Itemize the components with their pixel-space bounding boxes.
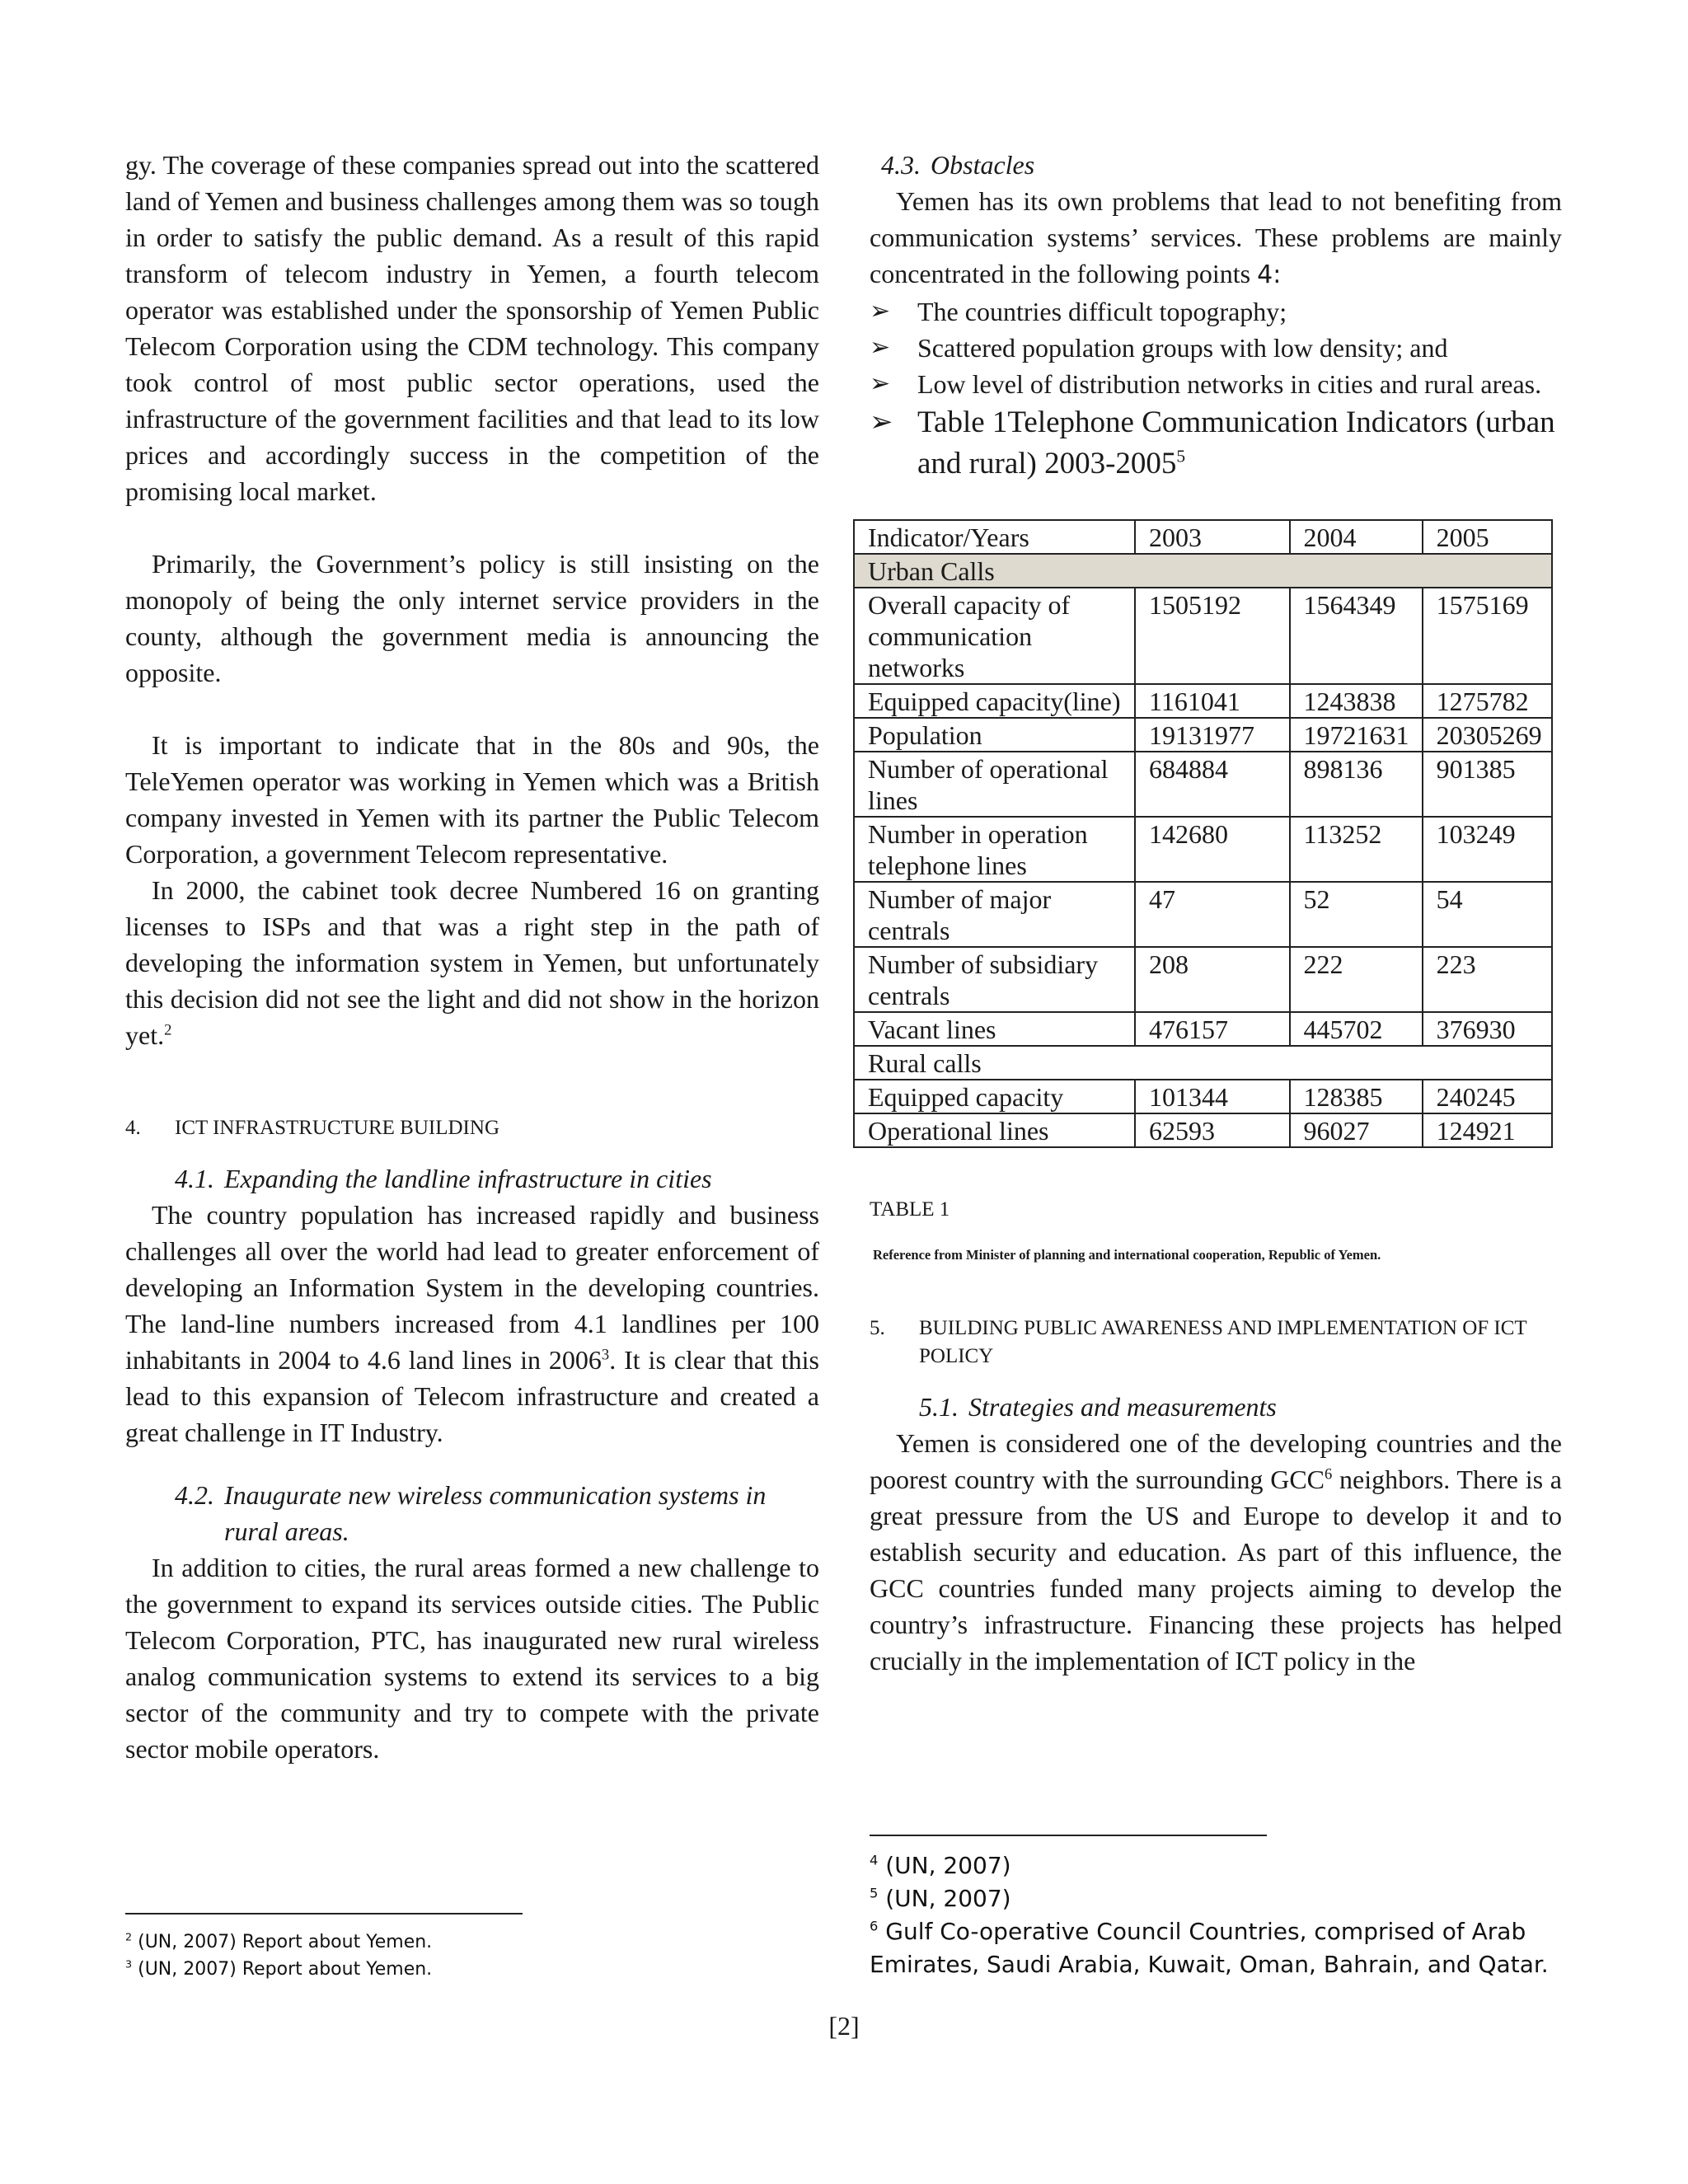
table-row (854, 1080, 1552, 1113)
table-cell: Indicator/Years (854, 520, 1135, 554)
table-cell: Number of operational lines (854, 752, 1135, 817)
right-column (870, 147, 1562, 1679)
footnote-mark: 4 (870, 1852, 879, 1868)
section-number: 4. (125, 1117, 141, 1139)
table-cell: 47 (1135, 882, 1290, 947)
arrow-bullet-icon: ➢ (870, 334, 891, 361)
table-cell: 476157 (1135, 1012, 1290, 1046)
paragraph: In addition to cities, the rural areas formed a new challenge to the government to expand its services outside cities. The Public Telecom Corporation, PTC, has inaugurated new rural wireless analog communication systems to extend its services to a big sector of the community and try to compete with the private sector mobile operators. (125, 1553, 819, 1764)
table-cell: 113252 (1290, 817, 1423, 882)
table-title-text: Table 1Telephone Communication Indicators (urban and rural) 2003-2005 (917, 405, 1555, 480)
table-cell: Number of major centrals (854, 882, 1135, 947)
paragraph (125, 872, 819, 1053)
subsection-number: 5.1. (919, 1392, 959, 1422)
footnote (870, 1915, 1562, 1981)
table-cell: 223 (1423, 947, 1552, 1012)
table-cell: 222 (1290, 947, 1423, 1012)
table-cell: 240245 (1423, 1080, 1552, 1113)
table-row (854, 1012, 1552, 1046)
subsection-number: 4.2. (175, 1480, 214, 1510)
subsection-heading-4-3 (870, 147, 1562, 183)
table-cell: 2005 (1423, 520, 1552, 554)
footnote-ref: 6 (1325, 1465, 1333, 1483)
bullet-list (870, 293, 1562, 485)
table-cell: Population (854, 718, 1135, 752)
section-title: ICT INFRASTRUCTURE BUILDING (175, 1117, 499, 1139)
subsection-title: Obstacles (931, 150, 1035, 180)
table-cell: 1161041 (1135, 684, 1290, 718)
table-cell: 208 (1135, 947, 1290, 1012)
subsection-number: 4.3. (881, 150, 921, 180)
table-reference: Reference from Minister of planning and international cooperation, Republic of Yemen. (873, 1247, 1381, 1263)
table-cell: 19131977 (1135, 718, 1290, 752)
table-cell: 124921 (1423, 1113, 1552, 1147)
paragraph (870, 1425, 1562, 1679)
table-cell: 101344 (1135, 1080, 1290, 1113)
table-cell: Equipped capacity(line) (854, 684, 1135, 718)
table-cell: 1243838 (1290, 684, 1423, 718)
table-title-item (870, 402, 1562, 485)
table-cell: 445702 (1290, 1012, 1423, 1046)
table-cell: Number of subsidiary centrals (854, 947, 1135, 1012)
paragraph-text: neighbors. There is a great pressure from the US and Europe to develop it and to establish security and education. As part of this influence, the GCC countries funded many projects aiming to develop the country’s infrastructure. Financing these projects has helped crucially in the implementation of ICT policy in the (870, 1465, 1563, 1675)
list-item-text: The countries difficult topography; (917, 297, 1287, 326)
section-heading-5 (870, 1315, 1562, 1371)
subsection-heading-4-1 (125, 1160, 819, 1197)
footnote-mark: 5 (870, 1885, 879, 1901)
list-item-text: Scattered population groups with low density; and (917, 333, 1448, 363)
table-cell: Operational lines (854, 1113, 1135, 1147)
table-group-label: Urban Calls (854, 554, 1552, 588)
paragraph-text: 4: (1257, 260, 1282, 289)
footnote-mark: 3 (125, 1958, 133, 1971)
section-title: BUILDING PUBLIC AWARENESS AND IMPLEMENTATION OF ICT POLICY (919, 1317, 1527, 1367)
table-cell: 901385 (1423, 752, 1552, 817)
table-cell: 2004 (1290, 520, 1423, 554)
footnote (125, 1929, 819, 1956)
table-cell: 52 (1290, 882, 1423, 947)
table-cell: 1275782 (1423, 684, 1552, 718)
footnote (870, 1849, 1562, 1882)
section-heading-4 (125, 1114, 819, 1142)
table-cell: 142680 (1135, 817, 1290, 882)
paragraph-text: The country population has increased rapidly and business challenges all over the world had lead to greater enforcement of developing an Information System in the developing countries. The land-line numbers increased from 4.1 landlines per 100 inhabitants in 2004 to 4.6 land lines in 2006 (125, 1200, 819, 1375)
table-cell: 54 (1423, 882, 1552, 947)
table-cell: 20305269 (1423, 718, 1552, 752)
paragraph (125, 1197, 819, 1451)
paragraph-text: Yemen has its own problems that lead to not benefiting from communication systems’ services. These problems are mainly concentrated in the following points (870, 186, 1562, 288)
table-cell: 19721631 (1290, 718, 1423, 752)
table-cell: 1564349 (1290, 588, 1423, 684)
table-cell: 2003 (1135, 520, 1290, 554)
subsection-heading-4-2 (125, 1477, 819, 1549)
table-cell: Equipped capacity (854, 1080, 1135, 1113)
table-row (854, 684, 1552, 718)
paragraph (870, 183, 1562, 293)
footnote-text: (UN, 2007) (885, 1885, 1011, 1912)
arrow-bullet-icon: ➢ (870, 407, 893, 438)
footnote-mark: 2 (125, 1931, 133, 1944)
page-number: [2] (828, 2011, 860, 2041)
footnote-text: (UN, 2007) Report about Yemen. (138, 1959, 433, 1980)
table-cell: 898136 (1290, 752, 1423, 817)
table-row (854, 947, 1552, 1012)
footnote-text: (UN, 2007) (885, 1852, 1011, 1879)
table-cell: 1575169 (1423, 588, 1552, 684)
list-item-text: Low level of distribution networks in cities and rural areas. (917, 369, 1542, 399)
subsection-title: Expanding the landline infrastructure in cities (224, 1164, 712, 1193)
arrow-bullet-icon: ➢ (870, 298, 891, 325)
table-title (917, 402, 1562, 485)
paragraph: gy. The coverage of these companies spread out into the scattered land of Yemen and business challenges among them was so tough in order to satisfy the public demand. As a result of this rapid transform of telecom industry in Yemen, a fourth telecom operator was established under the sponsorship of Yemen Public Telecom Corporation using the CDM technology. This company took control of most public sector operations, used the infrastructure of the government facilities and that lead to its low prices and accordingly success in the competition of the promising local market. (125, 150, 819, 506)
arrow-bullet-icon: ➢ (870, 370, 891, 397)
right-footnotes (870, 1849, 1562, 1981)
table-row (854, 882, 1552, 947)
table-row (854, 718, 1552, 752)
table-group-row (854, 554, 1552, 588)
table-cell: 128385 (1290, 1080, 1423, 1113)
table-cell: 62593 (1135, 1113, 1290, 1147)
left-column (125, 147, 819, 1767)
paragraph: Primarily, the Government’s policy is still insisting on the monopoly of being the only internet service providers in the county, although the government media is announcing the opposite. (125, 549, 819, 687)
table-cell: Number in operation telephone lines (854, 817, 1135, 882)
footnote-separator (870, 1835, 1267, 1836)
footnote-text: Gulf Co-operative Council Countries, comprised of Arab Emirates, Saudi Arabia, Kuwait, Oman, Bahrain, and Qatar. (870, 1918, 1549, 1978)
table-row (854, 752, 1552, 817)
indicators-table (853, 519, 1553, 1148)
section-number: 5. (870, 1317, 885, 1339)
table-row (854, 1113, 1552, 1147)
table-row (854, 817, 1552, 882)
footnote (125, 1956, 819, 1983)
subsection-title: Strategies and measurements (968, 1392, 1277, 1422)
footnote (870, 1882, 1562, 1915)
paragraph: It is important to indicate that in the 80s and 90s, the TeleYemen operator was working in Yemen which was a British company invested in Yemen with its partner the Public Telecom Corporation, a government Telecom representative. (125, 730, 819, 869)
table-cell: Overall capacity of communication networks (854, 588, 1135, 684)
table-cell: Vacant lines (854, 1012, 1135, 1046)
table-row (854, 588, 1552, 684)
table-cell: 103249 (1423, 817, 1552, 882)
list-item (870, 330, 1562, 366)
subsection-number: 4.1. (175, 1164, 214, 1193)
paragraph-text: . It is clear that this lead to this expansion of Telecom infrastructure and created a great challenge in IT Industry. (125, 1345, 820, 1447)
subsection-title: Inaugurate new wireless communication systems in rural areas. (224, 1480, 767, 1546)
left-footnotes (125, 1929, 819, 1983)
table-caption: TABLE 1 (870, 1198, 950, 1221)
table-group-label: Rural calls (854, 1046, 1552, 1080)
footnote-mark: 6 (870, 1918, 879, 1934)
paragraph-text: In 2000, the cabinet took decree Numbered 16 on granting licenses to ISPs and that was a right step in the path of developing the information system in Yemen, but unfortunately this decision did not see the light and did not show in the horizon yet. (125, 875, 819, 1050)
footnote-text: (UN, 2007) Report about Yemen. (138, 1932, 433, 1952)
table-header-row (854, 520, 1552, 554)
footnote-ref: 2 (164, 1021, 172, 1039)
table-group-row (854, 1046, 1552, 1080)
list-item (870, 366, 1562, 402)
footnote-separator (125, 1913, 523, 1915)
list-item (870, 293, 1562, 330)
paragraph-text: Yemen is considered one of the developing countries and the poorest country with the surrounding GCC (870, 1428, 1562, 1494)
subsection-heading-5-1 (870, 1389, 1562, 1425)
table-cell: 376930 (1423, 1012, 1552, 1046)
table-cell: 1505192 (1135, 588, 1290, 684)
footnote-ref: 5 (1176, 446, 1186, 466)
footnote-ref: 3 (601, 1346, 610, 1364)
table-cell: 96027 (1290, 1113, 1423, 1147)
table-cell: 684884 (1135, 752, 1290, 817)
